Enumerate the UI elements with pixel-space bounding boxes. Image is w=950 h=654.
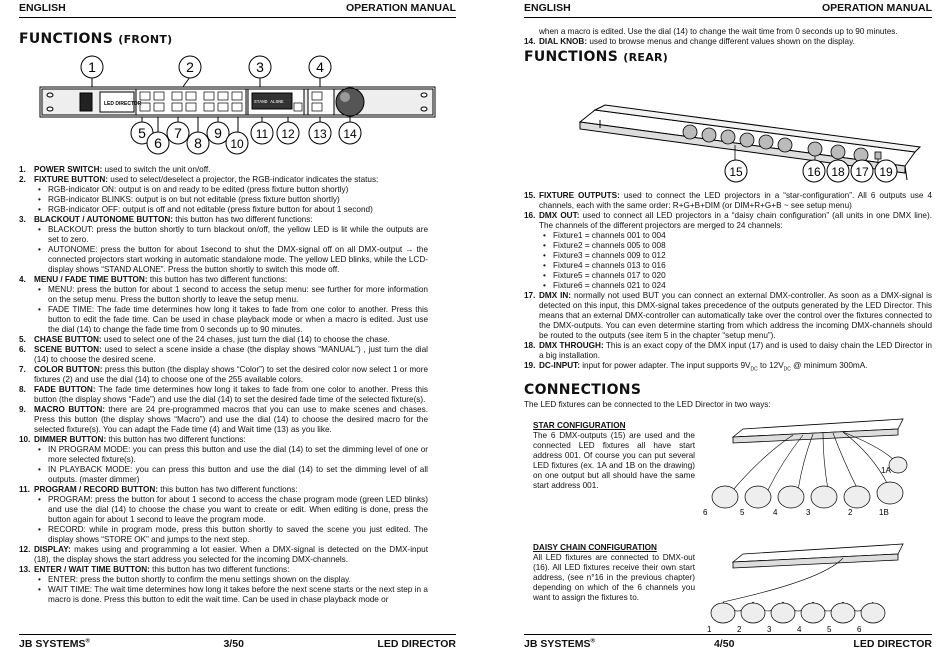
function-bullet: • WAIT TIME: The wait time determines how long it takes before the next scene starts or the next step in a macro is done. Press this button to edit the wait time. Can be used in chase playback mode or [38,585,428,605]
section-title-text: FUNCTIONS [19,31,114,47]
right-page [475,0,950,654]
callout-16 [801,159,827,183]
star-config-block [533,421,695,491]
header-language: ENGLISH [19,2,66,15]
function-bullet: • Fixture6 = channels 021 to 024 [543,281,932,291]
section-title-sub: (FRONT) [118,33,173,46]
function-item: 4. MENU / FADE TIME BUTTON: this button has two different functions: • MENU: press the button for about 1 second to access the setup menu: see further for more information on the setup menu. Press the button shortly to leave the setup menu. • FADE TIME: The fade time determines how long it takes to fade from one color to another. Press this button to edit the fade time. Can be used in chase playback mode or when a macro is edited. Just use the dial (14) to change the fade time from 0 seconds up to 90 minutes. [19,275,428,335]
header-language: ENGLISH [524,2,571,15]
footer-brand: JB SYSTEMS® [19,638,90,650]
daisy-config-text: All LED fixtures are connected to DMX-out (16). All LED fixtures receive their own start address, (see n°16 in the previous chapter) depending on which of the 6 channels you want to assign the fixtures to. [533,553,695,602]
header-title: OPERATION MANUAL [821,2,932,15]
daisy-config-title: DAISY CHAIN CONFIGURATION [533,543,657,552]
function-item: 9. MACRO BUTTON: there are 24 pre-programmed macros that you can use to make scenes and chases. Press this button (the display shows “Macro”) and use the dial (14) to choose the desired macro for the selected fixture(s). You can adapt the Fade time (4) and Wait time (13) as you like. [19,405,429,434]
callout-1 [80,55,104,79]
front-panel-diagram [30,55,440,155]
continuation-text: when a macro is edited. Use the dial (14) to change the wait time from 0 seconds up to 90 minutes. [539,27,898,36]
svg-text:18: 18 [831,165,845,179]
connections-intro: The LED fixtures can be connected to the LED Director in two ways: [524,400,771,409]
function-bullet: • Fixture4 = channels 013 to 016 [543,261,932,271]
device-display: STAND ALONE [254,100,284,105]
function-item-14: 14. DIAL KNOB: used to browse menus and change different values shown on the display. [524,37,855,46]
function-bullet: • RGB-indicator BLINKS: output is on but not editable (press fixture button shortly) [38,195,428,205]
section-title-rear [524,49,668,66]
function-bullet: • Fixture5 = channels 017 to 020 [543,271,932,281]
function-item: 1. POWER SWITCH: used to switch the unit on/off. [19,165,211,174]
star-label-6: 6 [703,508,708,517]
page-header [19,0,456,18]
function-bullet: • AUTONOME: press the button for about 1second to shut the DMX-signal off on all DMX-output → the connected projectors start working in automatic standalone mode. The yellow LED blinks, while the LCD-display shows “STAND ALONE”. Press the button shortly to switch this mode off. [38,245,428,275]
function-bullet: • Fixture1 = channels 001 to 004 [543,231,932,241]
svg-text:15: 15 [729,165,743,179]
function-item: 17. DMX IN: normally not used BUT you can connect an external DMX-controller. As soon as a DMX-signal is detected on this input, this DMX-signal takes precedence of the outputs generated by the LED Director. This means that an external DMX-controller can automatically take over the control over the fixtures connected to the DMX-outputs. You can even determine starting from which address the incoming DMX-channels should be routed to the outputs (see item 5 in the chapter “setup menu”). [524,291,932,340]
svg-text:11: 11 [255,127,269,141]
function-item: 2. FIXTURE BUTTON: used to select/deselect a projector, the RGB-indicator indicates the status: • RGB-indicator ON: output is on and ready to be edited (press fixture button shortly) • RGB-indicator BLINKS: output is on but not editable (press fixture button shortly) • RGB-indicator OFF: output is off and not editable (press fixture button for about 1 second) [19,175,428,215]
star-config-diagram [703,415,908,520]
svg-text:19: 19 [879,165,893,179]
star-label-3: 3 [806,508,811,517]
svg-text:5: 5 [138,125,146,141]
function-bullet: • RECORD: while in program mode, press this button shortly to saved the scene you just edited. The display shows “STORE OK” and jumps to the next step. [38,525,428,545]
daisy-label-3: 3 [767,625,772,634]
function-bullet: • RGB-indicator ON: output is on and ready to be edited (press fixture button shortly) [38,185,428,195]
footer-page-number: 4/50 [713,638,735,650]
svg-text:8: 8 [194,135,202,151]
function-item: 11. PROGRAM / RECORD BUTTON: this button has two different functions: • PROGRAM: press the button for about 1 second to access the chase program mode (green LED blinks) and use the dial (14) to choose the chase you want to create or edit. When editing is done, press the button again for about 1 second to leave the program mode. • RECORD: while in program mode, press this button shortly to saved the scene you just edited. The display shows “STORE OK” and jumps to the next step. [19,485,428,545]
callout-10 [224,131,250,155]
section-title-sub: (REAR) [623,51,669,64]
star-config-text: The 6 DMX-outputs (15) are used and the connected LED fixtures all have start address 001. Of course you can put several LED fixtures (ex. 1A and 1B on the drawing) on one output but all should have the same start address 001. [533,431,695,490]
svg-text:4: 4 [316,59,324,75]
footer-page-number: 3/50 [223,638,244,650]
callout-3 [248,55,272,79]
svg-text:3: 3 [256,59,264,75]
daisy-label-5: 5 [827,625,832,634]
callout-18 [825,159,851,183]
daisy-config-block [533,543,695,603]
daisy-label-1: 1 [707,625,712,634]
svg-text:10: 10 [230,137,244,151]
svg-text:16: 16 [807,165,821,179]
function-item: 8. FADE BUTTON: The fade time determines how long it takes to fade from one color to another. Press this button (the display shows “Fade”) and use the dial (14) to set the desired fade time of the selected fixture(s). [19,385,428,404]
function-bullet: • RGB-indicator OFF: output is off and not editable (press fixture button for about 1 second) [38,205,428,215]
star-label-5: 5 [740,508,745,517]
callout-17 [849,159,875,183]
callout-13 [307,121,333,145]
footer-product: LED DIRECTOR [377,638,456,650]
function-item: 7. COLOR BUTTON: press this button (the display shows “Color”) to set the desired color now select 1 or more fixtures (2) and use the dial (14) to choose one of the 255 available colors. [19,365,429,384]
footer-product: LED DIRECTOR [853,638,932,650]
function-bullet: • ENTER: press the button shortly to confirm the menu settings shown on the display. [38,575,428,585]
function-item: 12. DISPLAY: makes using and programming a lot easier. When a DMX-signal is detected on the DMX-input (18), the display shows the start address you selected for the incoming DMX-channels. [19,545,428,564]
function-bullet: • PROGRAM: press the button for about 1 second to access the chase program mode (green LED blinks) and use the dial (14) to choose the chase you want to create or edit. When editing is done, press the button again for about 1 second to leave the program mode. [38,495,428,525]
function-bullet: • MENU: press the button for about 1 second to access the setup menu: see further for more information on the setup menu. Press the button shortly to leave the setup menu. [38,285,428,305]
daisy-label-6: 6 [857,625,862,634]
function-item: 3. BLACKOUT / AUTONOME BUTTON: this button has two different functions: • BLACKOUT: press the button shortly to turn blackout on/off, the yellow LED is lit while the outputs are set to zero. • AUTONOME: press the button for about 1second to shut the DMX-signal off on all DMX-output → the connected projectors start working in automatic standalone mode. The yellow LED blinks, while the LCD-display shows “STAND ALONE”. Press the button shortly to switch this mode off. [19,215,428,275]
device-label: LED DIRECTOR [104,101,142,107]
function-item: 16. DMX OUT: used to connect all LED projectors in a “daisy chain configuration” (all units in one DMX line). The channels of the different projectors are merged to 24 channels: • Fixture1 = channels 001 to 004 • Fixture2 = channels 005 to 008 • Fixture3 = channels 009 to 012 • Fixture4 = channels 013 to 016 • Fixture5 = channels 017 to 020 • Fixture6 = channels 021 to 024 [524,211,932,291]
star-label-1a: 1A [881,466,891,475]
function-bullet: • Fixture2 = channels 005 to 008 [543,241,932,251]
section-title-front [19,31,172,48]
svg-text:2: 2 [186,59,194,75]
callout-12 [275,121,301,145]
front-functions-list [19,165,428,605]
function-item: 15. FIXTURE OUTPUTS: used to connect the LED projectors in a “star-configuration”. All 6 outputs use 4 channels, each with the same order: R+G+B+DIM (or DIM+R+G+B ~ see setup menu) [524,191,932,210]
daisy-config-diagram [703,540,908,634]
svg-text:17: 17 [855,165,869,179]
function-item: 18. DMX THROUGH: This is an exact copy of the DMX input (17) and is used to daisy chain the LED Director in a big installation. [524,341,932,360]
page-footer [524,634,932,654]
connections-title: CONNECTIONS [524,382,642,398]
svg-text:7: 7 [174,125,182,141]
svg-text:6: 6 [154,135,162,151]
page-footer [19,634,456,654]
callout-14 [337,121,363,145]
function-bullet: • IN PROGRAM MODE: you can press this button and use the dial (14) to set the dimming level of one or more selected fixture(s). [38,445,428,465]
rear-functions-list [524,191,932,361]
star-label-4: 4 [773,508,778,517]
star-label-1b: 1B [879,508,889,517]
function-item: 10. DIMMER BUTTON: this button has two different functions: • IN PROGRAM MODE: you can press this button and use the dial (14) to set the dimming level of one or more selected fixture(s). • IN PLAYBACK MODE: you can press this button and use the dial (14) to set the dimming level of all outputs. (master dimmer) [19,435,428,485]
star-label-2: 2 [848,508,853,517]
function-item: 6. SCENE BUTTON: used to select a scene inside a chase (the display shows “MANUAL”) , just turn the dial (14) to choose the desired scene. [19,345,428,364]
rear-functions-list-end [524,361,932,373]
callout-4 [308,55,332,79]
svg-text:12: 12 [281,127,295,141]
function-item-19: 19. DC-INPUT: input for power adapter. The input supports $9V_{DC}$ to $12V_{DC}$ @ minimum 300mA. [524,361,868,373]
callout-19 [873,159,899,183]
section-title-text: FUNCTIONS [524,49,619,65]
function-bullet: • BLACKOUT: press the button shortly to turn blackout on/off, the yellow LED is lit while the outputs are set to zero. [38,225,428,245]
callout-2 [178,55,202,79]
function-bullet: • Fixture3 = channels 009 to 012 [543,251,932,261]
callout-11 [249,121,275,145]
daisy-label-2: 2 [737,625,742,634]
svg-text:13: 13 [313,127,327,141]
header-title: OPERATION MANUAL [345,2,456,15]
svg-text:14: 14 [343,127,357,141]
function-bullet: • FADE TIME: The fade time determines how long it takes to fade from one color to another. Press this button to edit the fade time. Can be used in chase playback mode or when a macro is edited. Just use the dial (14) to change the fade time from 0 seconds up to 90 minutes. [38,305,428,335]
function-item: 13. ENTER / WAIT TIME BUTTON: this button has two different functions: • ENTER: press the button shortly to confirm the menu settings shown on the display. • WAIT TIME: The wait time determines how long it takes before the next scene starts or the next step in a macro is done. Press this button to edit the wait time. Can be used in chase playback mode or [19,565,428,605]
daisy-label-4: 4 [797,625,802,634]
page-header [524,0,932,18]
function-item: 5. CHASE BUTTON: used to select one of the 24 chases, just turn the dial (14) to choose the chase. [19,335,390,344]
svg-text:9: 9 [214,125,222,141]
star-config-title: STAR CONFIGURATION [533,421,626,430]
footer-brand: JB SYSTEMS® [524,638,595,650]
rear-panel-diagram [575,70,925,185]
svg-text:1: 1 [88,59,96,75]
function-bullet: • IN PLAYBACK MODE: you can press this button and use the dial (14) to set the dimming level of all outputs. (master dimmer) [38,465,428,485]
callout-15 [723,159,749,183]
continuation-block [524,27,932,47]
